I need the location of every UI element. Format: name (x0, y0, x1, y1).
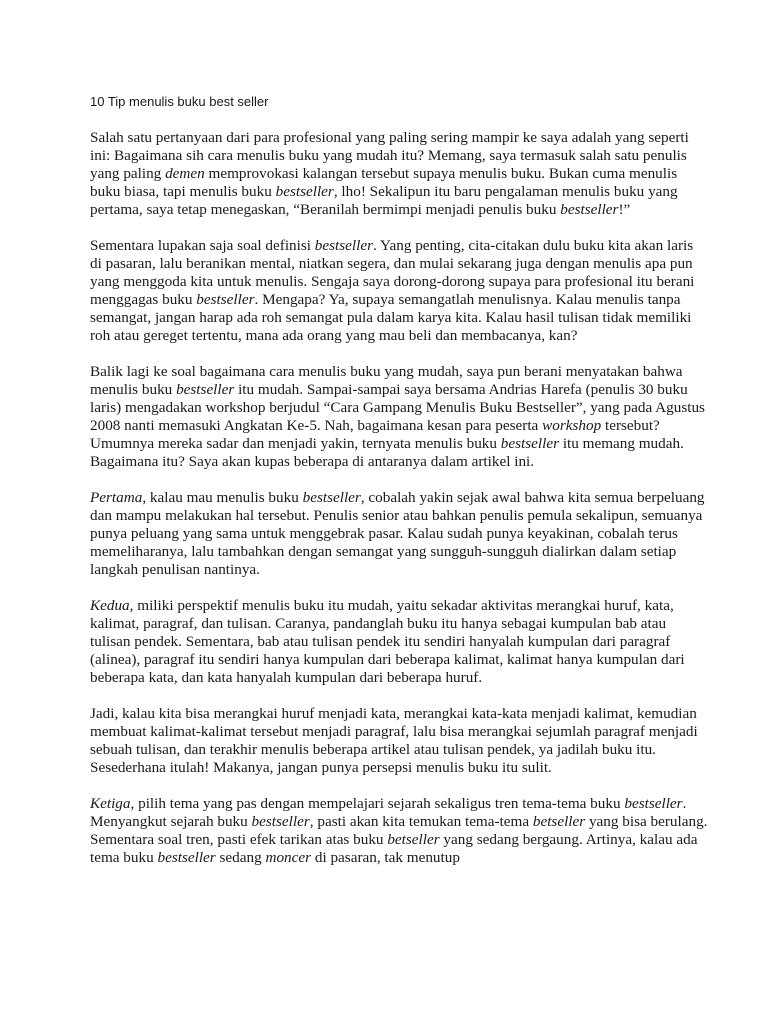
paragraph (90, 237, 708, 345)
text-run: , kalau mau menulis buku (142, 489, 303, 506)
text-run: memprovokasi kalangan tersebut supaya menulis buku. Bukan cuma menulis buku biasa, tapi menulis buku (90, 165, 678, 200)
paragraph (90, 795, 708, 867)
italic-text: bestseller (196, 291, 255, 308)
document-body (90, 129, 708, 867)
text-run: Balik lagi ke soal bagaimana cara menulis buku yang mudah, saya pun berani menyatakan bahwa menulis buku (90, 363, 683, 398)
italic-text: bestseller (624, 795, 683, 812)
paragraph (90, 705, 708, 777)
text-run: , lho! Sekalipun itu baru pengalaman menulis buku yang pertama, saya tetap menegaskan, “Beranilah bermimpi menjadi penulis buku (90, 183, 678, 218)
text-run: . Menyangkut sejarah buku (90, 795, 687, 830)
text-run: yang bisa berulang. Sementara soal tren, pasti efek tarikan atas buku (90, 813, 708, 848)
text-run: , miliki perspektif menulis buku itu mudah, yaitu sekadar aktivitas merangkai huruf, kata, kalimat, paragraf, dan tulisan. Caranya, pandanglah buku itu hanya sebagai kumpulan bab atau tulisan pendek. Sementara, bab atau tulisan pendek itu sendiri hanyalah kumpulan dari paragraf (alinea), paragraf itu sendiri hanya kumpulan dari beberapa kalimat, kalimat hanya kumpulan dari beberapa kata, dan kata hanyalah kumpulan dari beberapa huruf. (90, 597, 685, 686)
text-run: di pasaran, tak menutup (311, 849, 460, 866)
italic-text: bestseller (251, 813, 310, 830)
text-run: , pasti akan kita temukan tema-tema (309, 813, 533, 830)
text-run: , pilih tema yang pas dengan mempelajari sejarah sekaligus tren tema-tema buku (130, 795, 625, 812)
italic-text: bestseller (314, 237, 374, 254)
paragraph (90, 363, 708, 471)
italic-text: Ketiga (90, 795, 131, 812)
italic-text: Kedua (90, 597, 130, 614)
paragraph (90, 129, 708, 219)
text-run: Sementara lupakan saja soal definisi (90, 237, 315, 254)
text-run: , cobalah yakin sejak awal bahwa kita semua berpeluang dan mampu melakukan hal tersebut. Penulis senior atau bahkan penulis pemula sekalipun, semuanya punya peluang yang sama untuk menggebrak pasar. Kalau sudah punya keyakinan, cobalah terus memeliharanya, lalu tambahkan dengan semangat yang sungguh-sungguh dialirkan dalam setiap langkah penulisan nantinya. (90, 489, 705, 578)
text-run: Jadi, kalau kita bisa merangkai huruf menjadi kata, merangkai kata-kata menjadi kalimat, kemudian membuat kalimat-kalimat tersebut menjadi paragraf, lalu bisa merangkai sejumlah paragraf menjadi sebuah tulisan, dan terakhir menulis beberapa artikel atau tulisan pendek, ya jadilah buku itu. Sesederhana itulah! Makanya, jangan punya persepsi menulis buku itu sulit. (90, 705, 698, 776)
text-run: sedang (215, 849, 266, 866)
document-title: 10 Tip menulis buku best seller (90, 94, 269, 109)
italic-text: betseller (387, 831, 440, 848)
italic-text: bestseller (275, 183, 334, 200)
italic-text: demen (165, 165, 205, 182)
italic-text: bestseller (157, 849, 216, 866)
italic-text: bestseller (560, 201, 619, 218)
text-run: yang sedang bergaung. Artinya, kalau ada tema buku (90, 831, 698, 866)
italic-text: bestseller (500, 435, 560, 452)
italic-text: workshop (542, 417, 602, 434)
text-run: tersebut? Umumnya mereka sadar dan menjadi yakin, ternyata menulis buku (90, 417, 660, 452)
paragraph (90, 597, 708, 687)
text-run: itu memang mudah. Bagaimana itu? Saya akan kupas beberapa di antaranya dalam artikel ini. (90, 435, 684, 470)
text-run: itu mudah. Sampai-sampai saya bersama Andrias Harefa (penulis 30 buku laris) mengadakan workshop berjudul “Cara Gampang Menulis Buku Bestseller”, yang pada Agustus 2008 nanti memasuki Angkatan Ke-5. Nah, bagaimana kesan para peserta (90, 381, 705, 434)
text-run: . Mengapa? Ya, supaya semangatlah menulisnya. Kalau menulis tanpa semangat, jangan harap ada roh semangat pula dalam karya kita. Kalau hasil tulisan tidak memiliki roh atau gereget tertentu, mana ada orang yang mau beli dan membacanya, kan? (90, 291, 692, 344)
italic-text: bestseller (302, 489, 361, 506)
italic-text: betseller (532, 813, 586, 830)
text-run: !” (618, 201, 631, 218)
italic-text: Pertama (90, 489, 143, 506)
italic-text: moncer (265, 849, 312, 866)
text-run: Salah satu pertanyaan dari para profesional yang paling sering mampir ke saya adalah yang seperti ini: Bagaimana sih cara menulis buku yang mudah itu? Memang, saya termasuk salah satu penulis yang paling (90, 129, 689, 182)
text-run: . Yang penting, cita-citakan dulu buku kita akan laris di pasaran, lalu beranikan mental, niatkan segera, dan mulai sekarang juga dengan menulis apa pun yang menggoda kita untuk menulis. Sengaja saya dorong-dorong supaya para profesional itu berani menggagas buku (90, 237, 695, 308)
italic-text: bestseller (176, 381, 235, 398)
paragraph (90, 489, 708, 579)
